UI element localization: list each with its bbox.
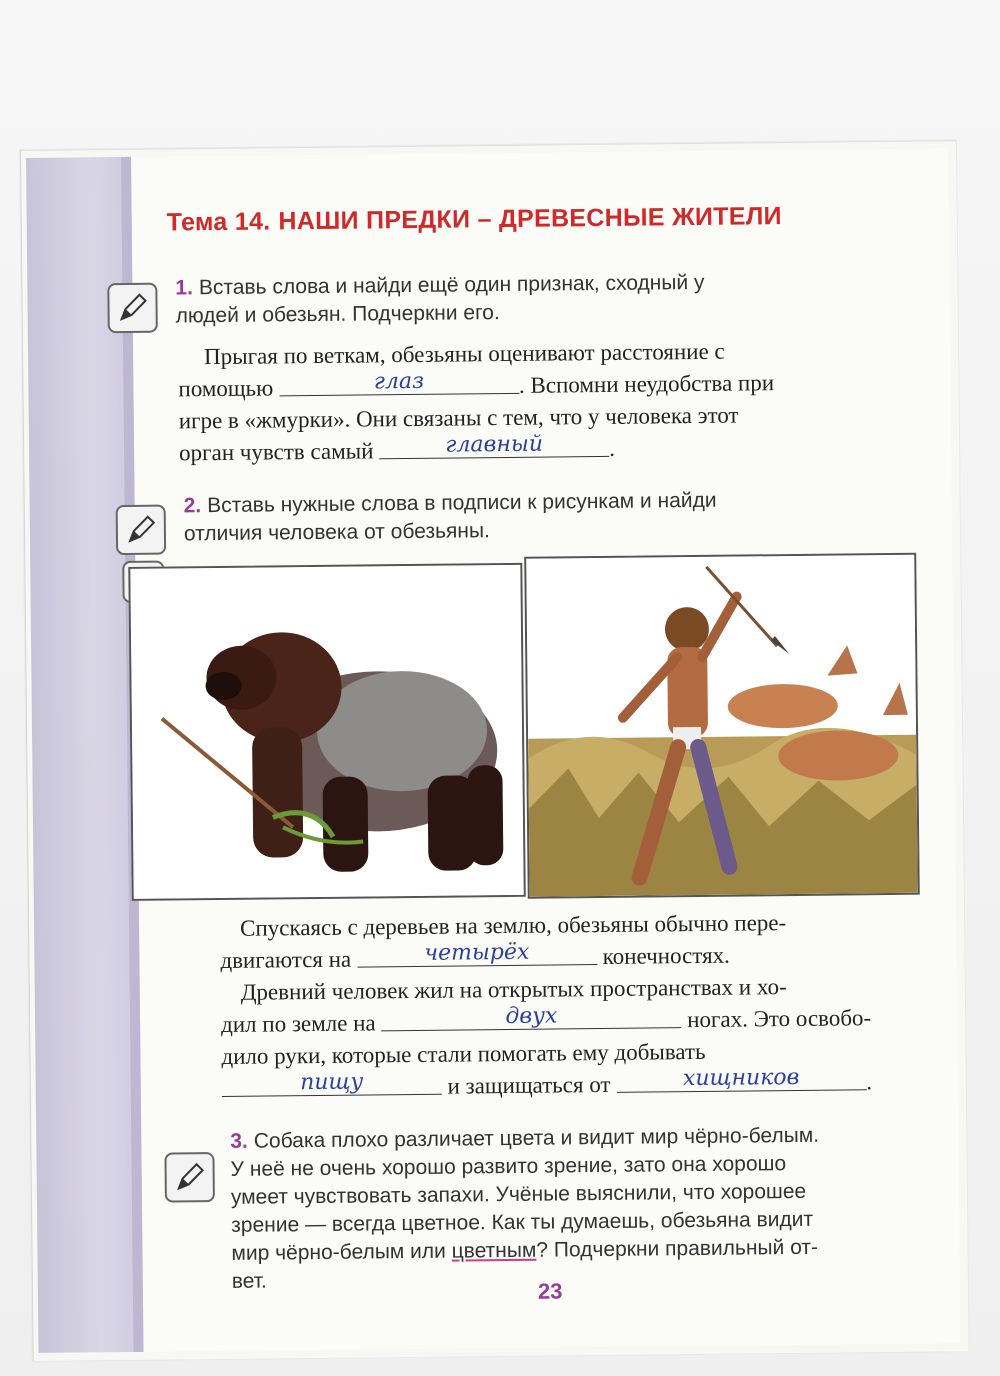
answer-field-predators[interactable]: хищников bbox=[616, 1067, 866, 1093]
workbook-page bbox=[26, 148, 960, 1353]
task1-text-line4: орган чувств самый главный . bbox=[178, 431, 616, 466]
hunter-picture bbox=[524, 553, 920, 899]
task2-para2-line1: Древний человек жил на открытых пространствах и хо- bbox=[240, 974, 787, 1005]
task3-number: 3. bbox=[230, 1129, 248, 1153]
task1-text-line1: Прыгая по веткам, обезьяны оценивают расстояние с bbox=[203, 338, 725, 370]
task3-line6: вет. bbox=[231, 1269, 267, 1293]
pencil-icon bbox=[116, 505, 167, 556]
answer-field-1[interactable]: глаз bbox=[279, 371, 519, 397]
task3-line4: зрение — всегда цветное. Как ты думаешь, обезьяна видит bbox=[231, 1207, 814, 1237]
answer-field-2[interactable]: главный bbox=[379, 434, 609, 459]
task1-text-line2: помощью глаз . Вспомни неудобства при bbox=[178, 368, 775, 402]
answer-field-two[interactable]: двух bbox=[381, 1005, 681, 1031]
task1-number: 1. bbox=[175, 276, 194, 300]
task3-line1: 3. Собака плохо различает цвета и видит мир чёрно-белым. bbox=[230, 1123, 820, 1153]
task2-para2-line2: дил по земле на двух ногах. Это освобо- bbox=[220, 1003, 872, 1038]
gorilla-illustration bbox=[130, 565, 523, 899]
underlined-answer[interactable]: цветным bbox=[451, 1238, 537, 1263]
task2-para1-line2: двигаются на четырёх конечностях. bbox=[220, 939, 730, 974]
task2-instruction-line2: отличия человека от обезьяны. bbox=[183, 519, 490, 546]
task3-line2: У неё не очень хорошо развито зрение, зато она хорошо bbox=[230, 1152, 787, 1181]
answer-field-food[interactable]: пищу bbox=[222, 1072, 442, 1097]
task2-number: 2. bbox=[183, 494, 202, 518]
topic-heading: НАШИ ПРЕДКИ – ДРЕВЕСНЫЕ ЖИТЕЛИ bbox=[278, 202, 782, 236]
task2-instruction-line1: 2. Вставь нужные слова в подписи к рисункам и найди bbox=[183, 488, 717, 518]
task2-para2-line4: пищу и защищаться от хищников . bbox=[222, 1067, 873, 1104]
hunter-illustration bbox=[526, 555, 918, 897]
pencil-icon bbox=[107, 283, 158, 334]
task1-instruction-line1: 1. Вставь слова и найди ещё один признак, сходный у bbox=[175, 270, 705, 300]
task2-para2-line3: дило руки, которые стали помогать ему добывать bbox=[221, 1038, 706, 1070]
gorilla-picture bbox=[128, 563, 525, 901]
task1-instruction-line2: людей и обезьян. Подчеркни его. bbox=[175, 301, 500, 328]
topic-title bbox=[167, 202, 782, 237]
task3-line5: мир чёрно-белым или цветным? Подчеркни правильный от- bbox=[231, 1235, 819, 1265]
task1-text-line3: игре в «жмурки». Они связаны с тем, что у человека этот bbox=[178, 402, 739, 434]
task2-para1-line1: Спускаясь с деревьев на землю, обезьяны обычно пере- bbox=[239, 910, 787, 941]
page-number: 23 bbox=[537, 1278, 563, 1304]
task3-line3: умеет чувствовать запахи. Учёные выяснили, что хорошее bbox=[230, 1179, 807, 1209]
topic-label: Тема 14. bbox=[166, 207, 271, 237]
answer-field-four[interactable]: четырёх bbox=[357, 942, 597, 968]
pencil-icon bbox=[164, 1152, 215, 1203]
page-sidebar-stripe bbox=[26, 157, 144, 1353]
